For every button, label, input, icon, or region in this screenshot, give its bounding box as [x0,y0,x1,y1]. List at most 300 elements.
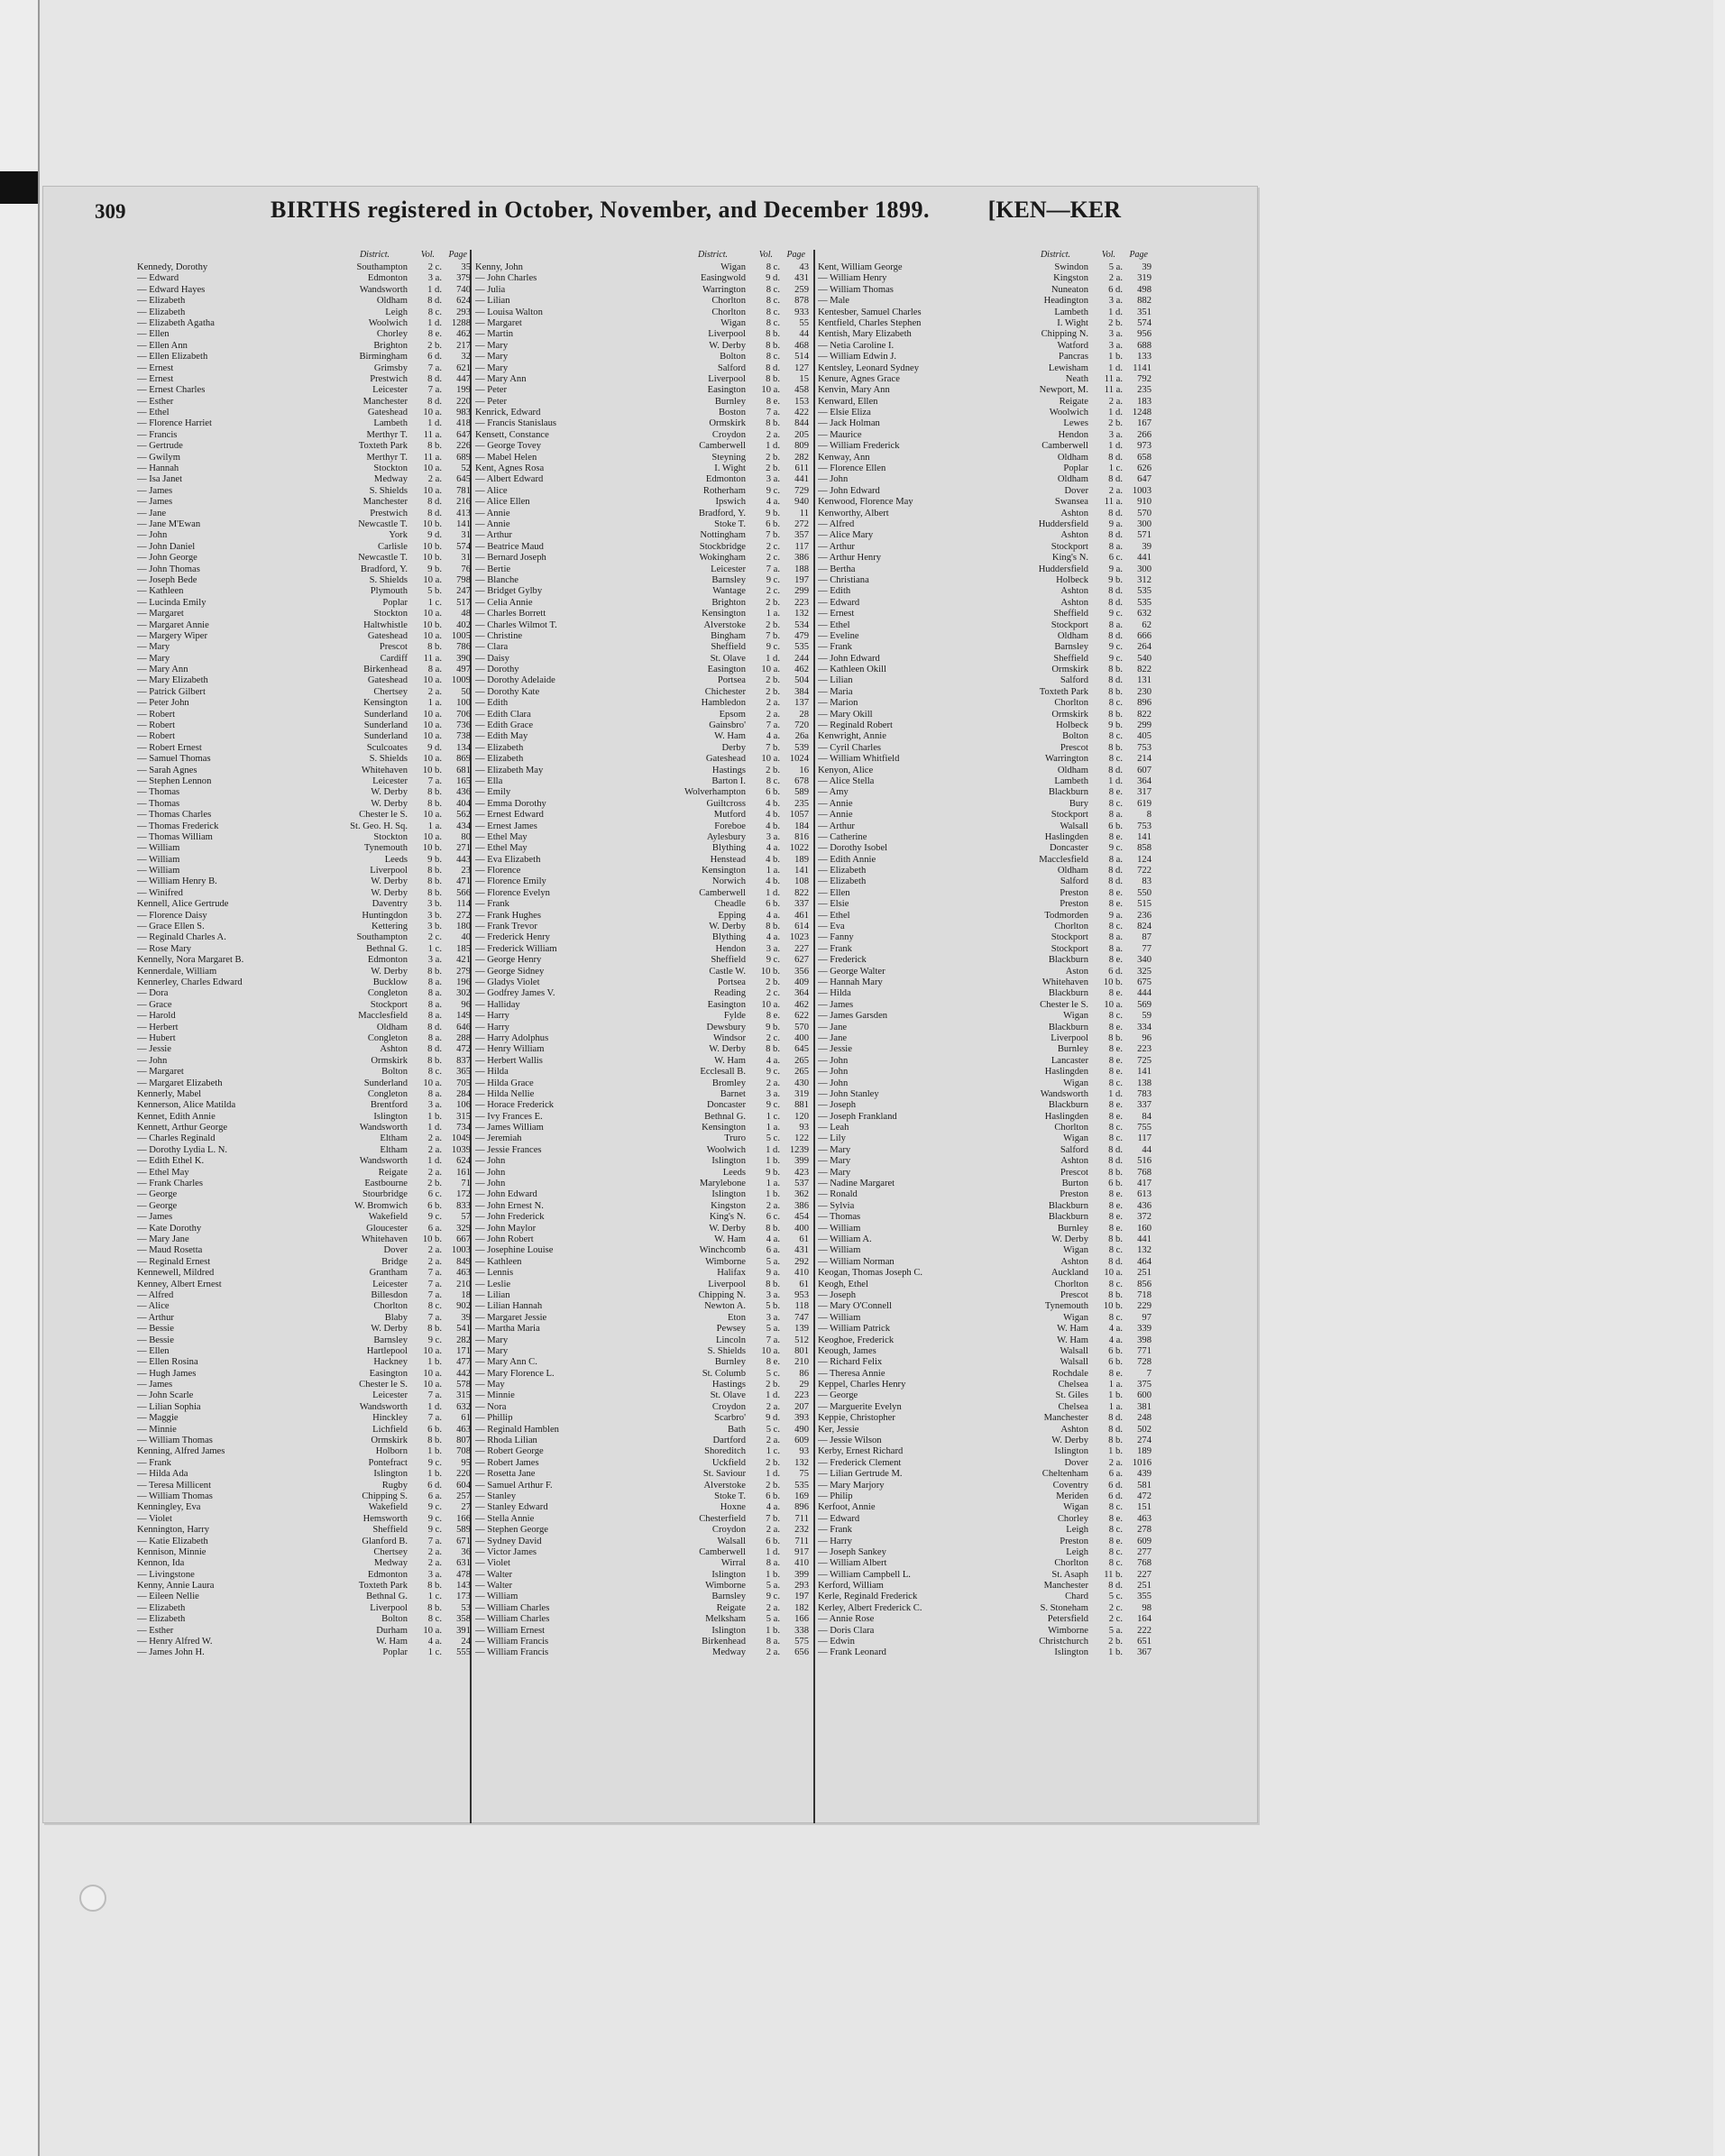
entry-district: Burnley [714,1357,746,1368]
entry-district: W. Derby [1051,1436,1088,1446]
index-entry [818,799,1152,810]
entry-name: — Kathleen Okill [818,665,886,675]
entry-volume: 9 c. [766,1592,780,1602]
entry-name: — Sarah Agnes [137,765,197,775]
entry-volume: 8 a. [427,977,442,987]
entry-name: — George Tovey [475,441,542,452]
entry-page: 220 [456,396,471,407]
entry-page: 711 [794,1536,809,1546]
entry-volume: 8 e. [766,396,780,407]
entry-page: 339 [1137,1324,1152,1335]
entry-page: 626 [1137,463,1152,474]
entry-name: — Arthur [137,1312,174,1323]
entry-district: Chester le S. [359,810,408,821]
entry-volume: 8 a. [766,1637,780,1647]
entry-volume: 5 a. [766,1256,780,1267]
entry-district: Edmonton [367,273,408,284]
entry-name: — Margaret Annie [137,619,209,630]
index-entry [818,665,1152,675]
index-entry [475,1133,809,1144]
entry-page: 372 [1137,1212,1152,1223]
entry-district: Billesdon [371,1289,408,1300]
index-entry [475,1390,809,1401]
entry-volume: 4 b. [766,798,780,809]
index-entry [475,296,809,307]
entry-district: Wigan [720,317,746,328]
index-column-2 [475,250,809,1659]
entry-district: W. Ham [714,1055,746,1066]
index-entry [818,1324,1152,1335]
entry-page: 600 [1137,1390,1152,1401]
index-entry [137,1156,471,1167]
entry-name: — Robert George [475,1446,544,1457]
index-entry [475,1637,809,1647]
entry-district: Ecclesall B. [700,1067,746,1078]
entry-district: Blything [711,843,746,854]
entry-name: — Gwilym [137,452,180,463]
index-entry [137,1603,471,1614]
entry-name: — Nadine Margaret [818,1179,895,1189]
entry-page: 220 [456,1469,471,1480]
entry-name: — William Edwin J. [818,352,897,362]
entry-page: 189 [1137,1446,1152,1457]
entry-page: 293 [456,307,471,317]
entry-page: 471 [456,876,471,887]
entry-page: 400 [794,1032,809,1043]
index-entry [475,1380,809,1390]
entry-name: — Mary Ann [137,665,188,675]
entry-district: Glanford B. [362,1536,408,1546]
index-entry [475,453,809,463]
entry-name: Kennerson, Alice Matilda [137,1100,236,1111]
entry-volume: 3 a. [766,474,780,485]
entry-district: Barton I. [711,775,746,786]
entry-volume: 8 a. [427,1088,442,1099]
entry-page: 165 [456,775,471,786]
entry-page: 514 [794,352,809,362]
index-entry [818,1212,1152,1223]
entry-name: — Mary [475,1345,509,1356]
index-entry [475,1335,809,1346]
index-entry [818,832,1152,843]
entry-page: 581 [1137,1480,1152,1491]
entry-volume: 2 b. [766,675,780,686]
entry-district: St. Giles [1055,1390,1088,1401]
entry-page: 153 [794,396,809,407]
entry-page: 1248 [1132,408,1152,418]
entry-name: — Elizabeth [818,876,867,887]
index-entry [137,1614,471,1625]
entry-district: Islington [711,1189,746,1200]
entry-name: Keough, James [818,1345,876,1356]
entry-page: 18 [461,1289,471,1300]
entry-page: 667 [456,1234,471,1244]
entry-district: Ashton [380,1044,408,1055]
index-entry [475,1402,809,1413]
entry-name: — Stanley Edward [475,1502,548,1513]
entry-volume: 2 c. [427,262,442,272]
index-entry [137,821,471,832]
entry-page: 1141 [1133,362,1152,373]
entry-page: 375 [1137,1380,1152,1390]
entry-page: 358 [456,1614,471,1625]
entry-volume: 4 b. [766,821,780,831]
entry-page: 133 [1137,352,1152,362]
index-entry [475,1357,809,1368]
entry-page: 8 [1146,810,1152,821]
entry-volume: 10 a. [423,609,442,619]
entry-page: 632 [1137,609,1152,619]
entry-name: — Dora [137,988,169,999]
entry-district: Holborn [375,1446,408,1457]
entry-volume: 6 b. [1108,1345,1123,1356]
entry-name: — Samuel Thomas [137,754,211,765]
entry-name: Kennett, Arthur George [137,1123,228,1133]
entry-volume: 8 c. [427,1614,442,1625]
index-entry [475,1245,809,1256]
entry-volume: 8 d. [1108,452,1123,463]
entry-page: 77 [1142,943,1152,954]
entry-page: 431 [794,1245,809,1256]
entry-page: 118 [794,1301,809,1312]
index-entry [818,318,1152,329]
index-entry [137,575,471,586]
entry-volume: 1 d. [1108,775,1123,786]
index-entry [137,463,471,474]
entry-volume: 1 a. [766,866,780,876]
entry-name: — Arthur [818,821,855,831]
entry-name: — Leah [818,1123,849,1133]
entry-district: Eltham [380,1144,408,1155]
entry-page: 611 [794,463,809,474]
entry-name: — Ethel May [475,843,528,854]
entry-district: Brighton [711,597,746,608]
entry-name: — Marguerite Evelyn [818,1401,902,1412]
index-entry [475,1558,809,1569]
entry-district: Merthyr T. [366,452,408,463]
index-entry [818,1067,1152,1078]
entry-page: 535 [794,1480,809,1491]
index-entry [475,497,809,508]
entry-district: Chorley [1057,1513,1088,1524]
entry-district: Salford [1060,876,1088,887]
entry-page: 44 [1142,1144,1152,1155]
entry-volume: 8 c. [1108,1123,1123,1133]
entry-page: 973 [1137,441,1152,452]
entry-volume: 8 b. [427,887,442,898]
index-entry [475,1179,809,1189]
entry-volume: 8 d. [1108,876,1123,887]
entry-volume: 8 e. [1108,1200,1123,1211]
entry-name: — John [137,1055,168,1066]
entry-volume: 8 d. [1108,630,1123,641]
entry-district: Merthyr T. [366,429,408,440]
entry-name: Kenney, Albert Ernest [137,1279,222,1289]
entry-district: Edmonton [705,474,746,485]
entry-district: Blything [711,932,746,943]
entry-district: Camberwell [699,1546,746,1557]
entry-volume: 8 e. [1108,1055,1123,1066]
index-entry [137,1179,471,1189]
column-header [818,250,1152,262]
entry-name: — William [137,854,180,865]
entry-page: 783 [1137,1088,1152,1099]
entry-page: 537 [794,1179,809,1189]
entry-page: 214 [1137,754,1152,765]
index-entry [818,441,1152,452]
entry-district: Liverpool [370,1602,408,1613]
entry-volume: 9 d. [766,273,780,284]
entry-volume: 8 c. [1108,698,1123,709]
entry-district: Swansea [1054,497,1088,508]
entry-name: — William Ernest [475,1625,546,1636]
index-entry [475,1647,809,1658]
entry-district: Liverpool [708,1279,746,1289]
entry-name: — John [137,530,168,541]
entry-volume: 8 d. [1108,1581,1123,1592]
index-entry [818,1446,1152,1457]
entry-district: Gloucester [366,1223,408,1234]
entry-name: — James [137,1380,173,1390]
entry-page: 607 [1137,765,1152,775]
entry-volume: 2 b. [427,1179,442,1189]
entry-volume: 1 a. [766,609,780,619]
index-entry [137,988,471,999]
entry-volume: 10 b. [422,553,442,564]
entry-district: Hoxne [720,1502,746,1513]
entry-volume: 1 c. [427,1592,442,1602]
entry-volume: 6 b. [1108,821,1123,831]
index-entry [137,553,471,564]
entry-volume: 8 b. [427,441,442,452]
index-entry [137,262,471,273]
entry-page: 357 [794,530,809,541]
entry-district: Ashton [1060,1256,1088,1267]
entry-page: 858 [1137,843,1152,854]
entry-page: 753 [1137,821,1152,831]
entry-page: 570 [1137,508,1152,518]
entry-page: 738 [456,731,471,742]
index-entry [475,988,809,999]
entry-district: Dewsbury [706,1022,746,1032]
entry-district: Islington [711,1625,746,1636]
index-entry [818,519,1152,530]
entry-name: — Thomas William [137,831,213,842]
entry-name: Kentfield, Charles Stephen [818,317,922,328]
entry-page: 282 [456,1335,471,1345]
entry-name: Kenwright, Annie [818,731,886,742]
entry-page: 251 [1137,1268,1152,1279]
entry-page: 39 [1142,262,1152,272]
entry-volume: 2 b. [766,463,780,474]
entry-name: Kenworthy, Albert [818,508,889,518]
entry-district: Easington [707,385,746,396]
index-entry [818,855,1152,866]
index-entry [818,1313,1152,1324]
entry-volume: 8 b. [766,1279,780,1289]
entry-page: 59 [1142,1011,1152,1022]
entry-volume: 8 e. [1108,831,1123,842]
entry-district: W. Derby [709,1223,746,1234]
entry-name: — Arthur Henry [818,553,882,564]
entry-volume: 2 a. [766,429,780,440]
entry-volume: 10 a. [423,709,442,720]
entry-volume: 8 d. [427,296,442,307]
index-entry [137,1514,471,1525]
entry-volume: 8 e. [1108,1212,1123,1223]
entry-district: Plymouth [370,586,408,597]
entry-district: Ashton [1060,586,1088,597]
entry-name: — Edwin [818,1637,855,1647]
entry-district: Walsall [1060,821,1088,831]
entry-name: — Christiana [818,574,869,585]
entry-name: — Josephine Louise [475,1245,554,1256]
index-entry [137,1369,471,1380]
entry-name: — William Francis [475,1637,549,1647]
entry-volume: 8 d. [427,373,442,384]
entry-volume: 1 d. [766,1469,780,1480]
entry-page: 477 [456,1357,471,1368]
entry-page: 226 [456,441,471,452]
entry-name: — Robert [137,731,176,742]
entry-volume: 10 a. [423,1380,442,1390]
entry-page: 708 [456,1446,471,1457]
entry-district: Lincoln [716,1335,746,1345]
entry-name: Kennington, Harry [137,1525,210,1536]
entry-name: — Stella Annie [475,1513,535,1524]
entry-volume: 9 b. [427,854,442,865]
entry-name: — James [818,999,854,1010]
entry-volume: 6 d. [427,352,442,362]
entry-name: — Nora [475,1401,507,1412]
entry-name: — Maurice [818,429,862,440]
entry-page: 80 [461,831,471,842]
entry-district: Rochdale [1051,1368,1088,1379]
index-entry [475,631,809,642]
entry-volume: 1 d. [427,418,442,429]
entry-district: Stockport [1051,541,1088,552]
index-entry [818,1168,1152,1179]
entry-page: 462 [456,329,471,340]
entry-volume: 6 b. [766,787,780,798]
index-entry [818,385,1152,396]
index-entry [475,575,809,586]
entry-district: Blackburn [1048,787,1088,798]
entry-name: — Harry Adolphus [475,1032,549,1043]
index-entry [137,687,471,698]
index-entry [137,955,471,966]
entry-name: — John George [137,553,197,564]
entry-district: Alverstoke [703,619,746,630]
entry-district: Melksham [705,1614,746,1625]
index-entry [475,932,809,943]
entry-page: 108 [794,876,809,887]
entry-page: 1003 [451,1245,471,1256]
index-entry [475,866,809,876]
index-entry [137,1502,471,1513]
index-entry [818,1268,1152,1279]
entry-name: — Edward Hayes [137,284,206,295]
index-entry [818,586,1152,597]
index-entry [137,642,471,653]
entry-name: — George [137,1200,178,1211]
entry-district: Auckland [1051,1268,1088,1279]
entry-volume: 8 a. [1108,619,1123,630]
entry-page: 93 [799,1123,809,1133]
index-entry [137,542,471,553]
index-entry [818,1458,1152,1469]
index-entry [475,766,809,776]
index-entry [137,1100,471,1111]
entry-volume: 3 a. [1108,429,1123,440]
entry-district: Easingwold [700,273,746,284]
entry-district: Pontefract [368,1457,408,1468]
entry-name: — Frederick Henry [475,932,550,943]
entry-district: Prescot [1060,1167,1088,1178]
entry-volume: 10 b. [422,541,442,552]
entry-volume: 10 a. [423,1345,442,1356]
index-entry [818,1380,1152,1390]
entry-volume: 1 c. [766,1111,780,1122]
entry-name: — Hubert [137,1032,176,1043]
entry-district: Coventry [1052,1480,1088,1491]
entry-page: 151 [1137,1502,1152,1513]
index-entry [475,1224,809,1234]
index-entry [818,888,1152,899]
entry-volume: 9 d. [766,1413,780,1424]
index-entry [818,397,1152,408]
entry-volume: 8 c. [1108,798,1123,809]
entry-district: Ashton [1060,1156,1088,1167]
entry-name: — Mary [818,1156,851,1167]
index-entry [137,1168,471,1179]
index-entry [475,1168,809,1179]
entry-volume: 1 d. [1108,362,1123,373]
entry-district: Birkenhead [702,1637,746,1647]
index-entry [475,474,809,485]
entry-district: Wimborne [1048,1625,1088,1636]
index-entry [137,1425,471,1436]
entry-district: Whitehaven [361,1234,408,1244]
entry-district: Rugby [381,1480,408,1491]
index-entry [137,1133,471,1144]
entry-name: — Marion [818,698,858,709]
entry-district: Preston [1060,1189,1088,1200]
entry-district: Nuneaton [1051,284,1088,295]
entry-volume: 8 a. [1108,943,1123,954]
entry-page: 604 [456,1480,471,1491]
entry-name: Keppel, Charles Henry [818,1380,906,1390]
vol-header: Vol. [758,250,773,260]
entry-name: — Cyril Charles [818,742,882,753]
entry-volume: 9 c. [766,1067,780,1078]
entry-page: 393 [794,1413,809,1424]
entry-volume: 3 a. [766,1289,780,1300]
entry-district: Blackburn [1048,1212,1088,1223]
entry-name: — William Thomas [137,1491,213,1501]
entry-volume: 8 c. [1108,731,1123,742]
index-entry [475,922,809,932]
entry-volume: 8 c. [1108,1133,1123,1144]
index-entry [137,855,471,866]
entry-volume: 2 c. [1108,1602,1123,1613]
entry-page: 1288 [451,317,471,328]
entry-volume: 5 a. [766,1614,780,1625]
entry-district: Poplar [382,597,408,608]
entry-district: Norwich [711,876,746,887]
entry-page: 227 [794,943,809,954]
entry-name: — Rose Mary [137,943,192,954]
